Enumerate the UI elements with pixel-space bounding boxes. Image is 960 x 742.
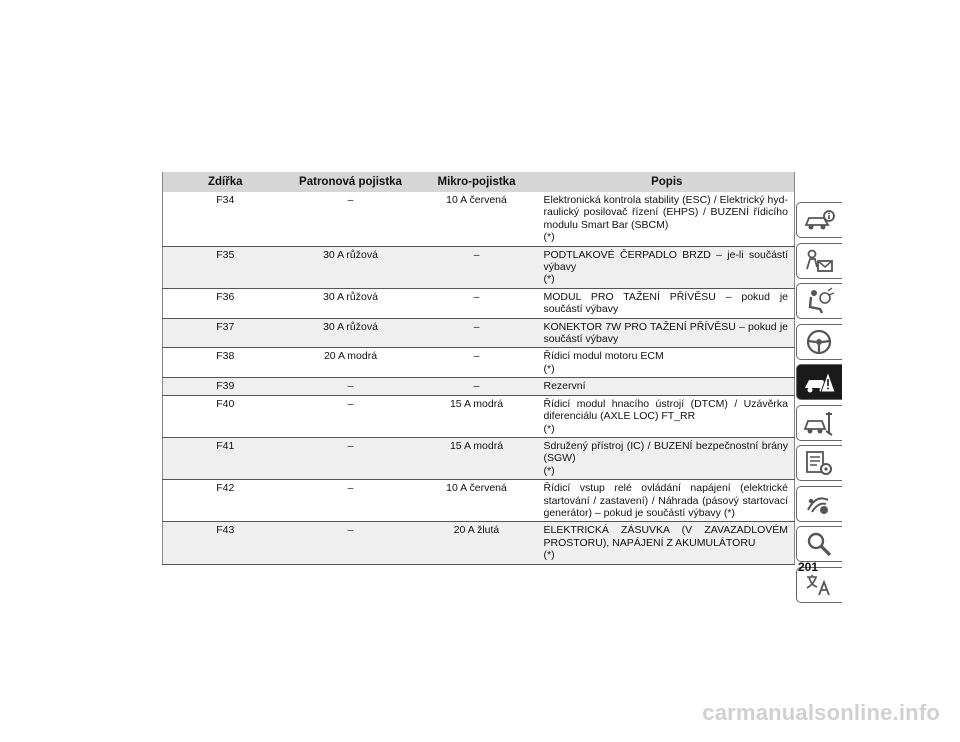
description-cell: Elektronická kontrola stability (ESC) / Elektrický hydraulický posilovač řízení (EHPS) / BUZENÍ řídicího modulu Smart Bar (SBCM) (*) bbox=[543, 194, 788, 244]
fuse-slot-cell: F34 bbox=[216, 194, 235, 206]
header-cartridge: Patronová pojistka bbox=[288, 172, 414, 192]
description-cell: Řídicí vstup relé ovládání napájení (elektrické startování / zastavení) / Náhrada (pásový startovací generátor) – pokud je součástí výbavy (*) bbox=[543, 482, 788, 519]
fuse-slot-cell: F37 bbox=[163, 318, 288, 348]
car-service-icon bbox=[802, 409, 836, 437]
micro-fuse-cell: – bbox=[414, 246, 540, 288]
watermark: carmanualsonline.info bbox=[702, 700, 940, 725]
table-header-row bbox=[163, 172, 795, 192]
micro-fuse-cell: 15 A modrá bbox=[414, 437, 540, 479]
description-cell: ELEKTRICKÁ ZÁSUVKA (V ZAVAZADLOVÉM PROSTORU), NAPÁJENÍ Z AKUMULÁTORU (*) bbox=[540, 522, 795, 564]
description-cell: Řídicí modul hnacího ústrojí (DTCM) / Uzávěrka diferenciálu (AXLE LOC) FT_RR (*) bbox=[543, 397, 788, 435]
car-info-icon bbox=[802, 206, 836, 234]
table-row bbox=[163, 522, 795, 564]
tab-multimedia[interactable] bbox=[796, 486, 842, 522]
safety-envelope-icon bbox=[802, 247, 836, 275]
tab-emergency[interactable] bbox=[796, 364, 842, 400]
magnifier-icon bbox=[802, 530, 836, 558]
fuse-slot-cell: F40 bbox=[216, 397, 235, 410]
specifications-icon bbox=[802, 449, 836, 477]
description-cell: Řídicí modul motoru ECM (*) bbox=[543, 350, 664, 375]
page-number: 201 bbox=[798, 560, 819, 574]
description-cell: Rezervní bbox=[540, 378, 795, 395]
fuse-slot-cell: F35 bbox=[163, 246, 288, 288]
table-row bbox=[163, 378, 795, 395]
roadside-warning-icon bbox=[802, 368, 836, 396]
cartridge-fuse-cell: 30 A růžová bbox=[288, 318, 414, 348]
table-row bbox=[163, 192, 795, 246]
tab-servicing[interactable] bbox=[796, 405, 842, 441]
cartridge-fuse-cell: 30 A růžová bbox=[323, 290, 378, 303]
multimedia-icon bbox=[802, 490, 836, 518]
table-row bbox=[163, 348, 795, 378]
table-row bbox=[163, 395, 795, 437]
description-cell: Sdružený přístroj (IC) / BUZENÍ bezpečnostní brány (SGW) (*) bbox=[540, 437, 795, 479]
tab-seats-airbags[interactable] bbox=[796, 283, 842, 319]
cartridge-fuse-cell: – bbox=[347, 194, 354, 206]
table-body bbox=[163, 192, 795, 564]
chapter-tabs bbox=[796, 202, 842, 607]
tab-specifications[interactable] bbox=[796, 445, 842, 481]
fuse-slot-cell: F42 bbox=[216, 482, 235, 495]
micro-fuse-cell: – bbox=[414, 318, 540, 348]
cartridge-fuse-cell: – bbox=[347, 482, 354, 495]
micro-fuse-cell: 10 A červená bbox=[446, 194, 507, 206]
fuse-table bbox=[162, 172, 795, 565]
header-slot: Zdířka bbox=[163, 172, 288, 192]
description-cell: PODTLAKOVÉ ČERPADLO BRZD – je-li součástí výbavy (*) bbox=[540, 246, 795, 288]
table-row bbox=[163, 246, 795, 288]
airbag-seat-icon bbox=[802, 287, 836, 315]
fuse-slot-cell: F38 bbox=[216, 350, 235, 363]
fuse-slot-cell: F41 bbox=[163, 437, 288, 479]
description-cell: KONEKTOR 7W PRO TAŽENÍ PŘÍVĚSU – pokud je součástí výbavy bbox=[540, 318, 795, 348]
table-row bbox=[163, 318, 795, 348]
tab-vehicle-info[interactable] bbox=[796, 202, 842, 238]
description-cell: MODUL PRO TAŽENÍ PŘÍVĚSU – pokud je součástí výbavy bbox=[543, 290, 788, 316]
cartridge-fuse-cell: 20 A modrá bbox=[323, 350, 378, 363]
micro-fuse-cell: 10 A červená bbox=[446, 482, 507, 495]
micro-fuse-cell: 20 A žlutá bbox=[414, 522, 540, 564]
table-row bbox=[163, 288, 795, 318]
cartridge-fuse-cell: – bbox=[347, 397, 354, 410]
table-row bbox=[163, 480, 795, 522]
language-icon bbox=[802, 571, 836, 599]
header-description: Popis bbox=[540, 172, 795, 192]
cartridge-fuse-cell: – bbox=[288, 437, 414, 479]
fuse-slot-cell: F43 bbox=[163, 522, 288, 564]
tab-safety[interactable] bbox=[796, 243, 842, 279]
cartridge-fuse-cell: – bbox=[288, 522, 414, 564]
tab-index[interactable] bbox=[796, 526, 842, 562]
cartridge-fuse-cell: – bbox=[288, 378, 414, 395]
fuse-slot-cell: F36 bbox=[216, 290, 235, 303]
table-row bbox=[163, 437, 795, 479]
fuse-slot-cell: F39 bbox=[163, 378, 288, 395]
micro-fuse-cell: – bbox=[473, 290, 480, 303]
micro-fuse-cell: 15 A modrá bbox=[449, 397, 504, 410]
micro-fuse-cell: – bbox=[414, 378, 540, 395]
micro-fuse-cell: – bbox=[473, 350, 480, 363]
steering-wheel-icon bbox=[802, 328, 836, 356]
header-micro: Mikro-pojistka bbox=[414, 172, 540, 192]
tab-driving[interactable] bbox=[796, 324, 842, 360]
cartridge-fuse-cell: 30 A růžová bbox=[288, 246, 414, 288]
